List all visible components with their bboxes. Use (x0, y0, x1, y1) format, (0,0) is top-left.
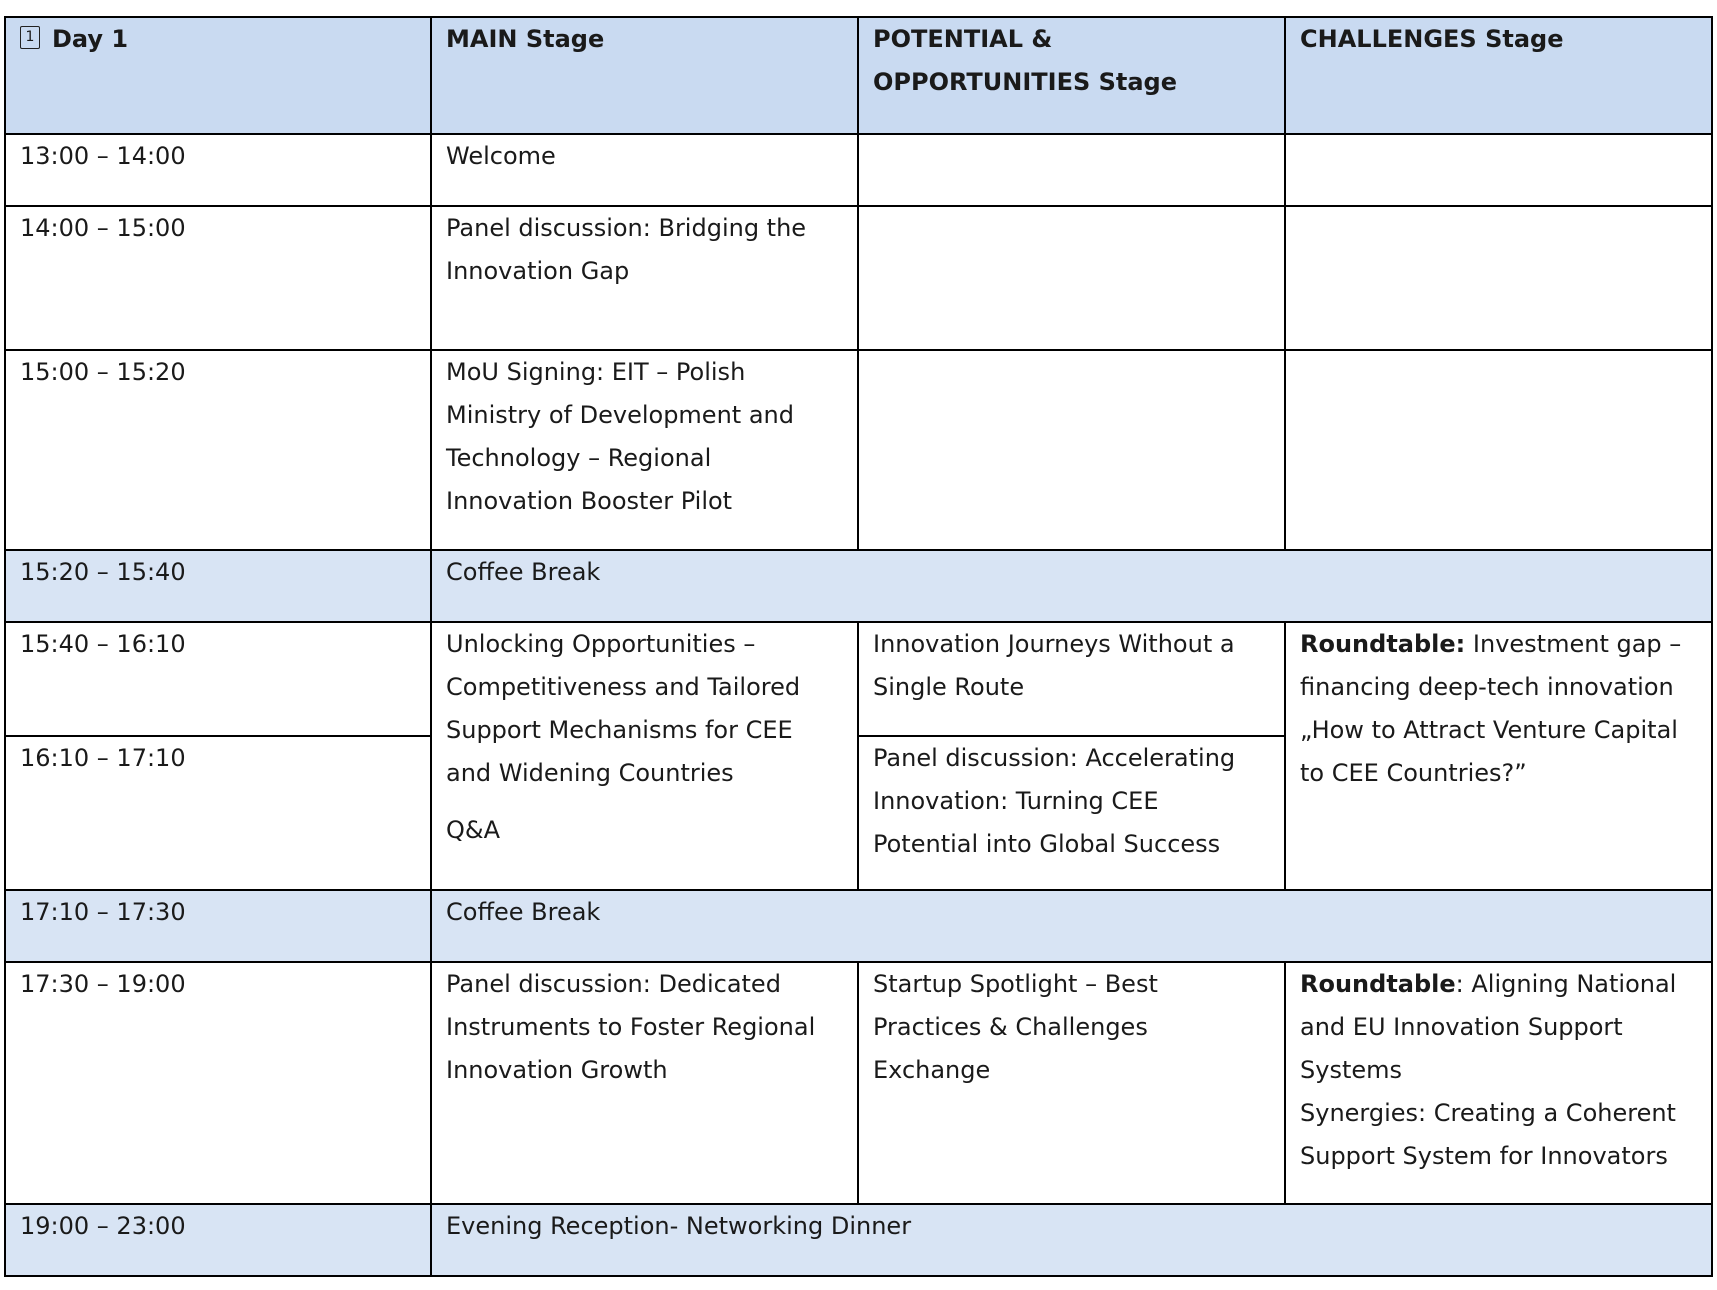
table-row (5, 350, 1712, 550)
challenges-stage-cell (1285, 350, 1712, 550)
time-cell: 19:00 – 23:00 (5, 1204, 431, 1276)
table-row (5, 134, 1712, 206)
main-stage-cell: Panel discussion: Dedicated Instruments to Foster Regional Innovation Growth (431, 962, 858, 1204)
day-header (5, 17, 431, 134)
session-title: Unlocking Opportunities – Competitiveness and Tailored Support Mechanisms for CEE and Widening Countries (446, 630, 801, 787)
potential-stage-cell: Startup Spotlight – Best Practices & Challenges Exchange (858, 962, 1285, 1204)
session-subtitle: Synergies: Creating a Coherent Support System for Innovators (1300, 1099, 1676, 1170)
main-stage-cell: Panel discussion: Bridging the Innovation Gap (431, 206, 858, 350)
session-title: Investment gap – financing deep-tech innovation „How to Attract Venture Capital to CEE Countries?” (1300, 630, 1682, 787)
coffee-break-cell: Coffee Break (431, 890, 1712, 962)
table-row (5, 962, 1712, 1204)
challenges-stage-header: CHALLENGES Stage (1285, 17, 1712, 134)
time-cell: 16:10 – 17:10 (5, 736, 431, 890)
potential-stage-cell: Panel discussion: Accelerating Innovation: Turning CEE Potential into Global Success (858, 736, 1285, 890)
evening-row (5, 1204, 1712, 1276)
main-stage-cell (431, 622, 858, 890)
time-cell: 15:20 – 15:40 (5, 550, 431, 622)
day-label: Day 1 (52, 25, 129, 53)
challenges-stage-cell (1285, 962, 1712, 1204)
potential-stage-cell (858, 350, 1285, 550)
roundtable-label: Roundtable (1300, 970, 1456, 998)
header-row (5, 17, 1712, 134)
coffee-break-row (5, 890, 1712, 962)
table-row (5, 206, 1712, 350)
main-stage-cell: MoU Signing: EIT – Polish Ministry of Development and Technology – Regional Innovation Booster Pilot (431, 350, 858, 550)
main-stage-header: MAIN Stage (431, 17, 858, 134)
time-cell: 14:00 – 15:00 (5, 206, 431, 350)
qa-label: Q&A (446, 816, 501, 844)
session-title: : Aligning National and EU Innovation Support Systems (1300, 970, 1677, 1084)
challenges-stage-cell (1285, 134, 1712, 206)
potential-stage-cell: Innovation Journeys Without a Single Route (858, 622, 1285, 736)
time-cell: 17:10 – 17:30 (5, 890, 431, 962)
coffee-break-cell: Coffee Break (431, 550, 1712, 622)
coffee-break-row (5, 550, 1712, 622)
potential-stage-cell (858, 134, 1285, 206)
time-cell: 15:40 – 16:10 (5, 622, 431, 736)
time-cell: 15:00 – 15:20 (5, 350, 431, 550)
calendar-1-icon: 1 (20, 26, 40, 49)
time-cell: 13:00 – 14:00 (5, 134, 431, 206)
challenges-stage-cell (1285, 622, 1712, 890)
agenda-table (4, 16, 1713, 1277)
table-row (5, 622, 1712, 736)
main-stage-cell: Welcome (431, 134, 858, 206)
evening-reception-cell: Evening Reception- Networking Dinner (431, 1204, 1712, 1276)
potential-stage-cell (858, 206, 1285, 350)
challenges-stage-cell (1285, 206, 1712, 350)
potential-stage-header: POTENTIAL & OPPORTUNITIES Stage (858, 17, 1285, 134)
roundtable-label: Roundtable: (1300, 630, 1466, 658)
time-cell: 17:30 – 19:00 (5, 962, 431, 1204)
spacer (446, 795, 843, 809)
